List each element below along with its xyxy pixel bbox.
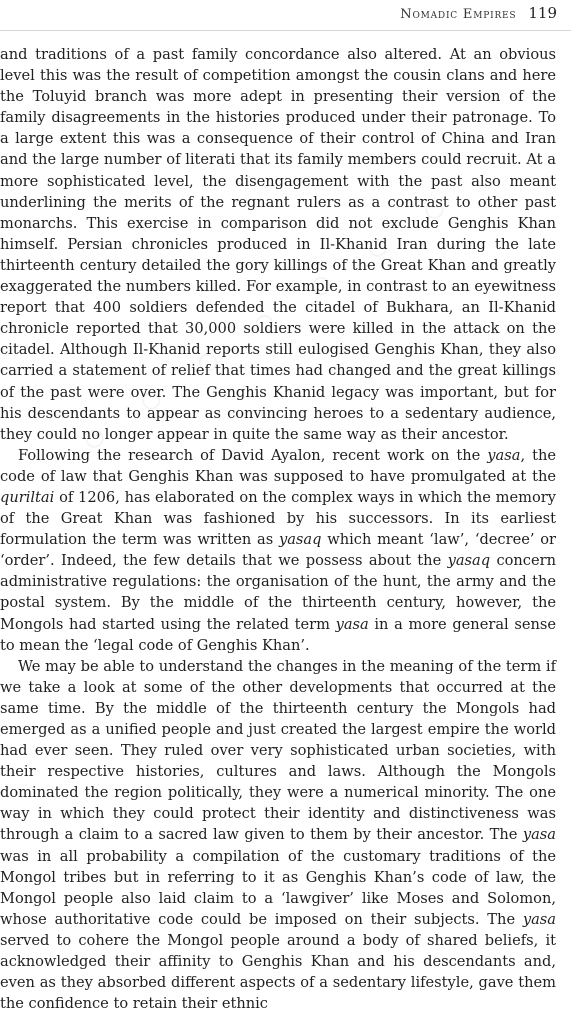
text-run: concern administrative regulations: the organisation of the hunt, the army and the postal system. By the middle of the thirteenth century, however, the Mongols had started using the related term <box>0 552 556 633</box>
paragraph <box>0 656 556 1015</box>
italic-term: yasa <box>522 910 556 928</box>
text-run: in a more general sense to mean the ‘legal code of Genghis Khan’. <box>0 615 556 654</box>
italic-term: quriltai <box>0 488 55 506</box>
italic-term: yasa <box>335 615 369 633</box>
text-run: Following the research of David Ayalon, recent work on the <box>18 446 488 464</box>
italic-term: yasa <box>522 826 556 844</box>
running-title: Nomadic Empires <box>400 7 517 22</box>
text-run: , the code of law that Genghis Khan was supposed to have promulgated at the <box>0 446 556 485</box>
paragraph <box>0 44 556 445</box>
paragraph <box>0 445 556 656</box>
italic-term: yasaq <box>278 531 322 549</box>
text-run: which meant ‘law’, ‘decree’ or ‘order’. Indeed, the few details that we possess about the <box>0 531 557 570</box>
text-run: We may be able to understand the changes in the meaning of the term if we take a look at some of the other developments that occurred at the same time. By the middle of the thirteenth century the Mongols had emerged as a unified people and just created the largest empire the world had ever seen. They ruled over very sophisticated urban societies, with their respective histories, cultures and laws. Although the Mongols dominated the region politically, they were a numerical minority. The one way in which they could protect their identity and distinctiveness was through a claim to a sacred law given to them by their ancestor. The <box>0 657 556 844</box>
text-run: served to cohere the Mongol people around a body of shared beliefs, it acknowledged their affinity to Genghis Khan and his descendants and, even as they absorbed different aspects of a sedentary lifestyle, gave them the confidence to retain their ethnic <box>0 931 556 1013</box>
running-header <box>400 4 557 26</box>
header-divider <box>0 30 571 31</box>
page-number: 119 <box>528 4 557 22</box>
italic-term: yasa <box>487 446 521 464</box>
text-run: was in all probability a compilation of the customary traditions of the Mongol tribes but in referring to it as Genghis Khan’s code of law, the Mongol people also laid claim to a ‘lawgiver’ like Moses and Solomon, whose authoritative code could be imposed on their subjects. The <box>0 847 556 928</box>
italic-term: yasaq <box>447 552 491 570</box>
page-body <box>0 44 556 1014</box>
text-run: and traditions of a past family concordance also altered. At an obvious level this was the result of competition amongst the cousin clans and here the Toluyid branch was more adept in presenting their version of the family disagreements in the histories produced under their patronage. To a large extent this was a consequence of their control of China and Iran and the large number of literati that its family members could recruit. At a more sophisticated level, the disengagement with the past also meant underlining the merits of the regnant rulers as a contrast to other past monarchs. This exercise in comparison did not exclude Genghis Khan himself. Persian chronicles produced in Il-Khanid Iran during the late thirteenth century detailed the gory killings of the Great Khan and greatly exaggerated the numbers killed. For example, in contrast to an eyewitness report that 400 soldiers defended the citadel of Bukhara, an Il-Khanid chronicle reported that 30,000 soldiers were killed in the attack on the citadel. Although Il-Khanid reports still eulogised Genghis Khan, they also carried a statement of relief that times had changed and the great killings of the past were over. The Genghis Khanid legacy was important, but for his descendants to appear as convincing heroes to a sedentary audience, they could no longer appear in quite the same way as their ancestor. <box>0 46 556 443</box>
text-run: of 1206, has elaborated on the complex ways in which the memory of the Great Khan was fashioned by his successors. In its earliest formulation the term was written as <box>0 488 556 549</box>
